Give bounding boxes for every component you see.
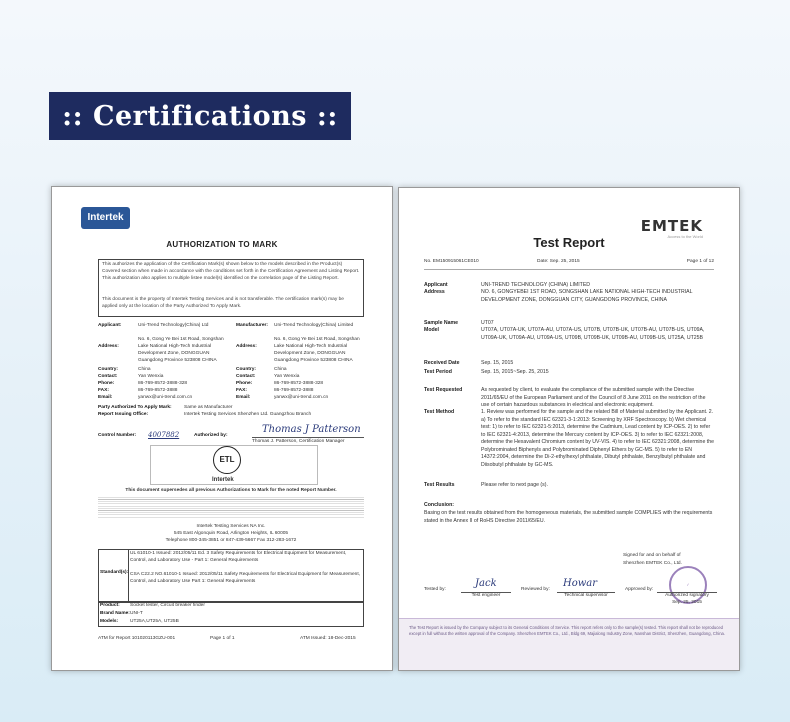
emtek-tagline: Access to the World	[667, 234, 703, 239]
manufacturer-contact-labels: Country: Contact: Phone: FAX: Email:	[236, 367, 256, 400]
intro-text-2: This document is the property of Intertek Testing Services and is not transferable. The certification mark(s) may be applied only at the location of the Party Authorized To Apply Mark.	[102, 297, 344, 309]
address-value: NO. 6, GONGYEBEI 1ST ROAD, SONGSHAN LAKE NATIONAL HIGH-TECH INDUSTRIAL DEVELOPMENT ZONE, DONGGUAN CITY, GUANGDONG PROVINCE, CHINA	[481, 289, 693, 303]
footer-note: The Test Report is issued by the Company subject to its General Conditions of Service. This report refers only to the sample(s) tested. This report shall not be reproduced except in full without the written approval of the Company. Shenzhen EMTEK Co., Ltd., Bldg 69, Majialong Industry Zone, Nanshan District, Shenzhen, Guangdong, China.	[409, 625, 726, 637]
contact-labels: Country: Contact: Phone: FAX: Email:	[98, 367, 118, 400]
mark-label: Intertek	[212, 477, 234, 483]
tested-role: Test engineer	[461, 592, 511, 600]
product-value: Socket tester, Circuit breaker finder	[130, 603, 205, 608]
signer-name: Thomas J. Patterson, Certification Manager	[252, 437, 364, 446]
authorized-by-label: Authorized by:	[194, 433, 228, 438]
report-date: Date: Sep. 25, 2015	[537, 259, 580, 264]
office-label: Report Issuing Office:	[98, 412, 149, 417]
signed-company: Shenzhen EMTEK Co., Ltd.	[623, 561, 682, 566]
report-number: No. EM150915061CE010	[424, 259, 479, 264]
manufacturer-contact-values: China Yan Wenxia 86-769-8572-3888-328 86-769-8572-3888 yanwx@uni-trend.com.cn	[274, 367, 329, 400]
report-title: Test Report	[533, 235, 605, 250]
brand-label: Brand Name:	[100, 611, 130, 616]
applicant-value: Uni-Trend Technology(China) Ltd	[138, 323, 209, 328]
tested-by-label: Tested by:	[424, 587, 446, 592]
contact-values: China Yan Wenxia 86-769-8572-3888-328 86-769-8572-3888 yanwx@uni-trend.com.cn	[138, 367, 193, 400]
applicant-label: Applicant	[424, 282, 448, 288]
standard-2: CSA C22.2 NO.61010-1 Issued: 2012/05/11 Safety Requirements for Electrical Equipment for Measurement, Control, and Laboratory Use Part 1: General Requirements	[130, 572, 361, 584]
test-method-label: Test Method	[424, 409, 455, 415]
conclusion-text: Basing on the test results obtained from the homogeneous materials, the submitted sample COMPLIES with the requirements stated in the Annex II of RoHS Directive 2011/65/EU.	[424, 510, 713, 524]
model-label: Model	[424, 327, 439, 333]
control-number-value: 4007882	[148, 431, 180, 439]
intertek-logo: Intertek	[81, 207, 130, 229]
document-title: AUTHORIZATION TO MARK	[166, 240, 278, 249]
manager-signature: Thomas J Patterson	[262, 424, 361, 435]
test-period-label: Test Period	[424, 369, 452, 375]
received-date-value: Sep. 15, 2015	[481, 360, 514, 366]
brand-value: UNI-T	[130, 611, 143, 616]
etl-mark-icon: ETL	[213, 446, 241, 474]
supersedes-note: This document supersedes all previous Authorizations to Mark for the noted Report Number.	[125, 488, 337, 493]
test-period-value: Sep. 15, 2015~Sep. 25, 2015	[481, 369, 549, 375]
address-label: Address:	[98, 344, 119, 349]
sample-name-value: UT07	[481, 320, 494, 326]
fine-print-block	[98, 497, 364, 519]
address-footer: Intertek Testing Services NA Inc. 545 East Algonquin Road, Arlington Heights, IL 60005 Telephone 800-345-3851 or 847-439-5667 Fax 312-283-1672	[165, 524, 297, 543]
emtek-logo: EMTEK	[640, 217, 703, 235]
standard-1: UL 61010-1 Issued: 2012/05/11 Ed. 3 Safety Requirements for Electrical Equipment for Measurement, Control, and Laboratory Use - Part 1: General Requirements	[130, 551, 347, 563]
divider	[128, 549, 129, 602]
emtek-test-report-document[interactable]	[398, 187, 740, 671]
report-page: Page 1 of 12	[686, 259, 714, 264]
page-number: Page 1 of 1	[210, 636, 235, 641]
model-value: UT07A, UT07A-UK, UT07A-AU, UT07A-US, UT07B, UT07B-UK, UT07B-AU, UT07B-US, UT09A, UT09A-UK, UT09A-AU, UT09A-US, UT09B, UT09B-UK, UT09B-AU, UT09B-US, UT25A, UT25B	[481, 327, 705, 341]
certifications-banner	[49, 92, 351, 140]
applicant-label: Applicant:	[98, 323, 122, 328]
approval-stamp-icon: ✓	[669, 566, 707, 604]
header-rule	[424, 269, 714, 270]
tested-signature: Jack	[475, 578, 497, 589]
intro-text: This authorizes the application of the Certification Mark(s) shown below to the models described in the Product(s) Covered section when made in accordance with the conditions set forth in the Certification Agreement and Listing Report. This authorization also applies to multiple listee model(s) identified on the correlation page of the Listing Report.	[102, 262, 360, 281]
approved-by-label: Approved by:	[625, 587, 654, 592]
reviewed-by-label: Reviewed by:	[521, 587, 550, 592]
manufacturer-label: Manufacturer:	[236, 323, 268, 328]
test-requested-label: Test Requested	[424, 387, 463, 393]
party-label: Party Authorized To Apply Mark:	[98, 405, 172, 410]
product-label: Product:	[100, 603, 120, 608]
party-value: Same as Manufacturer	[184, 405, 233, 410]
models-value: UT25A,UT25A, UT25B	[130, 619, 179, 624]
atm-report: ATM for Report 101020113GZU-001	[98, 636, 176, 641]
applicant-value: UNI-TREND TECHNOLOGY (CHINA) LIMITED	[481, 282, 591, 288]
signed-for: Signed for and on behalf of	[623, 553, 681, 558]
atm-issued: ATM Issued: 18-Dec-2015	[300, 636, 356, 641]
received-date-label: Received Date	[424, 360, 460, 366]
sample-name-label: Sample Name	[424, 320, 459, 326]
test-requested-value: As requested by client, to evaluate the compliance of the submitted sample with the Directive 2011/65/EU of the European Parliament and of the Council of 8 June 2011 on the restriction of the use of certain hazardous substances in electrical and electronic equipment.	[481, 387, 706, 409]
office-value: Intertek Testing Services Shenzhen Ltd. Guangzhou Branch	[184, 412, 312, 417]
intertek-authorization-document[interactable]	[51, 186, 393, 671]
manufacturer-value: Uni-Trend Technology(China) Limited	[274, 323, 354, 328]
reviewed-role: Technical supervisor	[557, 592, 615, 600]
reviewed-signature: Howar	[563, 578, 598, 589]
models-label: Models:	[100, 619, 119, 624]
address-label: Address	[424, 289, 445, 295]
test-method-value: 1. Review was performed for the sample and the related Bill of Material submitted by the Applicant. 2. a) To refer to the standard IEC 62321-3-1:2013: Screening by XRF Spectroscopy. b) Wet chemical test: 1) to refer to IEC 62321-5:2013, determine the Cadmium, Lead content by ICP-OES. 2) to refer to IEC 62321-4:2013, determine the Mercury content by ICP-OES. 3) to refer to IEC 62321:2008, determine the Hexavalent Chromium content by UV-VIS. 4) to refer to IEC 62321:2008, determine the Polybrominated Biphenyls and Polybrominated Diphenyl Ethers by GC-MS. 5) to refer to EN 14372:2004, determine the Di-2-ethylhexyl phthalate, Dibutyl phthalate, Benzylbutyl phthalate and Diisobutyl phthalate by GC-MS.	[481, 409, 714, 468]
banner-title: :: Certifications ::	[62, 100, 338, 132]
footer-band	[399, 618, 739, 670]
test-results-value: Please refer to next page (s).	[481, 482, 548, 488]
applicant-address: No. 6, Gong Ye Bei 1st Road, Songshan Lake National High-Tech Industrial Development Zone, DONGGUAN Guangdong Province 523808 CHINA	[138, 337, 224, 363]
conclusion-label: Conclusion:	[424, 502, 454, 508]
test-results-label: Test Results	[424, 482, 455, 488]
manufacturer-address: No. 6, Gong Ye Bei 1st Road, Songshan Lake National High-Tech Industrial Development Zone, DONGGUAN Guangdong Province 523808 CHINA	[274, 337, 360, 363]
control-number-label: Control Number:	[98, 433, 137, 438]
product-table	[98, 602, 364, 627]
manufacturer-address-label: Address:	[236, 344, 257, 349]
approved-role: Authorized signatory Sep. 25, 2015	[657, 592, 717, 607]
standards-label: Standard(s):	[100, 570, 129, 575]
